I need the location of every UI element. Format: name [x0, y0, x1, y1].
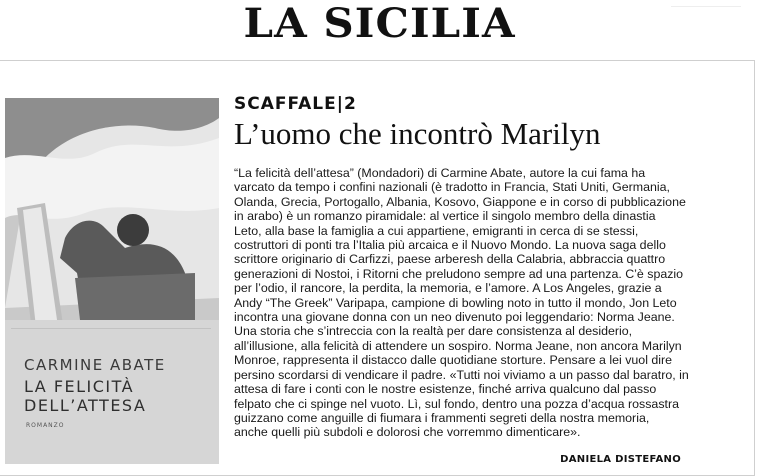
article-headline: L’uomo che incontrò Marilyn	[234, 116, 601, 151]
cover-tag: ROMANZO	[26, 422, 65, 429]
book-cover	[5, 98, 219, 464]
cover-title: LA FELICITÀ DELL’ATTESA	[24, 377, 147, 415]
cover-author: CARMINE ABATE	[24, 356, 166, 374]
newspaper-title: LA SICILIA	[243, 0, 516, 47]
section-kicker: SCAFFALE|2	[234, 94, 357, 114]
article-body: “La felicità dell’attesa” (Mondadori) di Carmine Abate, autore la cui fama ha varcato da tempo i confini nazionali (è tradotto in Francia, Stati Uniti, Germania, Olanda, Grecia, Portogallo, Albania, Kosovo, Giappone e in corso di pubblicazione in arabo) è un romanzo piramidale: al vertice il singolo membro della dinastia Leto, alla base la famiglia a cui appartiene, emigranti in cerca di se stessi, costruttori di ponti tra l’Italia più arcaica e il Nuovo Mondo. La nuova saga dello scrittore originario di Carfizzi, paese arberesh della Calabria, abbraccia quattro generazioni di Nostoi, i Ritorni che preludono sempre ad una partenza. C’è spazio per l’odio, il rancore, la perdita, la memoria, e l’amore. A Los Angeles, grazie a Andy “The Greek” Varipapa, campione di bowling noto in tutto il mondo, Jon Leto incontra una giovane donna con un neo divenuto poi leggendario: Norma Jeane. Una storia che s’intreccia con la realtà per dare consistenza al desiderio, all’illusione, alla felicità di attendere un sospiro. Norma Jeane, non ancora Marilyn Monroe, rappresenta il distacco dalle quotidiane storture. Pensare a lei vuol dire persino scordarsi di vendicare il padre. «Tutti noi viviamo a un passo dal baratro, in attesa di fare i conti con le nostre esistenze, finché arriva qualcuno dal passo felpato che ci spinge nel vuoto. Lì, sul fondo, dentro una pozza d’acqua rossastra guizzano come anguille di fiumara i frammenti segreti della nostra memoria, anche quelli più subdoli e dolorosi che vorremmo dimenticare».	[234, 166, 689, 440]
corner-mark	[671, 6, 741, 17]
article-byline: DANIELA DISTEFANO	[560, 454, 681, 465]
masthead	[0, 0, 759, 52]
